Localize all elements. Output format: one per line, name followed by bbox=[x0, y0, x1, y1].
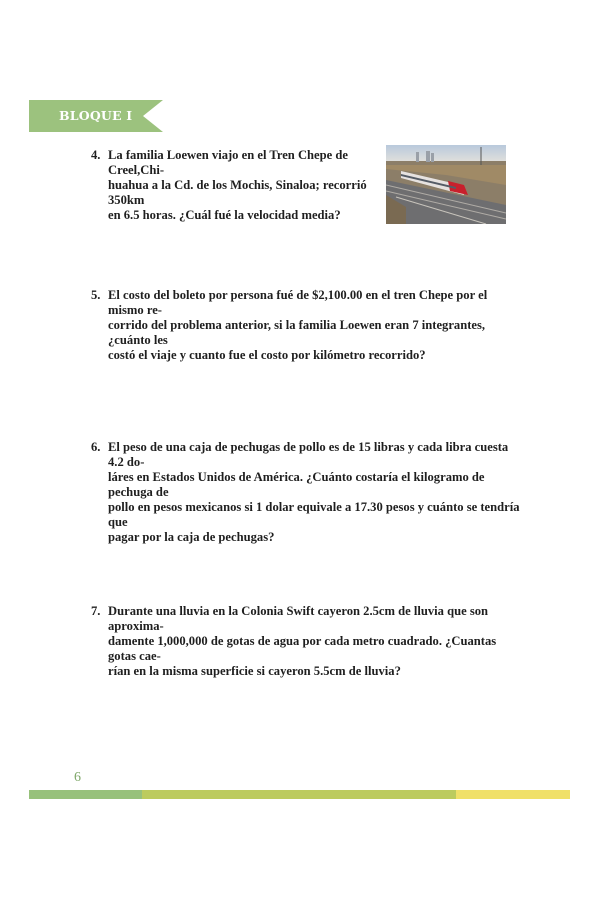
section-title: BLOQUE I bbox=[59, 108, 133, 123]
problem-line: El costo del boleto por persona fué de $2,100.00 en el tren Chepe por el mismo re- bbox=[108, 288, 488, 317]
page-number: 6 bbox=[74, 770, 81, 785]
problem-line: corrido del problema anterior, si la familia Loewen eran 7 integrantes, ¿cuánto les bbox=[108, 318, 486, 347]
problem-line: láres en Estados Unidos de América. ¿Cuánto costaría el kilogramo de pechuga de bbox=[108, 470, 485, 499]
footer-bar-lime bbox=[142, 790, 456, 799]
problem-line: huahua a la Cd. de los Mochis, Sinaloa; recorrió 350km bbox=[108, 178, 367, 207]
problem-number: 6. bbox=[91, 440, 101, 454]
problem-line: La familia Loewen viajo en el Tren Chepe de Creel,Chi- bbox=[108, 148, 348, 177]
problem-number: 5. bbox=[91, 288, 101, 302]
problem-number: 7. bbox=[91, 604, 101, 618]
footer-bar-green bbox=[29, 790, 142, 799]
problem-number: 4. bbox=[91, 148, 101, 162]
problem-line: Durante una lluvia en la Colonia Swift cayeron 2.5cm de lluvia que son aproxima- bbox=[108, 604, 489, 633]
problem-line: en 6.5 horas. ¿Cuál fué la velocidad media? bbox=[108, 208, 341, 222]
train-photo bbox=[386, 145, 506, 224]
problem-line: pollo en pesos mexicanos si 1 dolar equivale a 17.30 pesos y cuánto se tendría que bbox=[108, 500, 520, 529]
problem-line: rían en la misma superficie si cayeron 5.5cm de lluvia? bbox=[108, 664, 401, 678]
problem-line: costó el viaje y cuanto fue el costo por kilómetro recorrido? bbox=[108, 348, 426, 362]
section-banner bbox=[29, 100, 163, 132]
problem-line: El peso de una caja de pechugas de pollo es de 15 libras y cada libra cuesta 4.2 do- bbox=[108, 440, 509, 469]
footer-bar-yellow bbox=[456, 790, 570, 799]
problem-line: pagar por la caja de pechugas? bbox=[108, 530, 275, 544]
problem-line: damente 1,000,000 de gotas de agua por cada metro cuadrado. ¿Cuantas gotas cae- bbox=[108, 634, 497, 663]
